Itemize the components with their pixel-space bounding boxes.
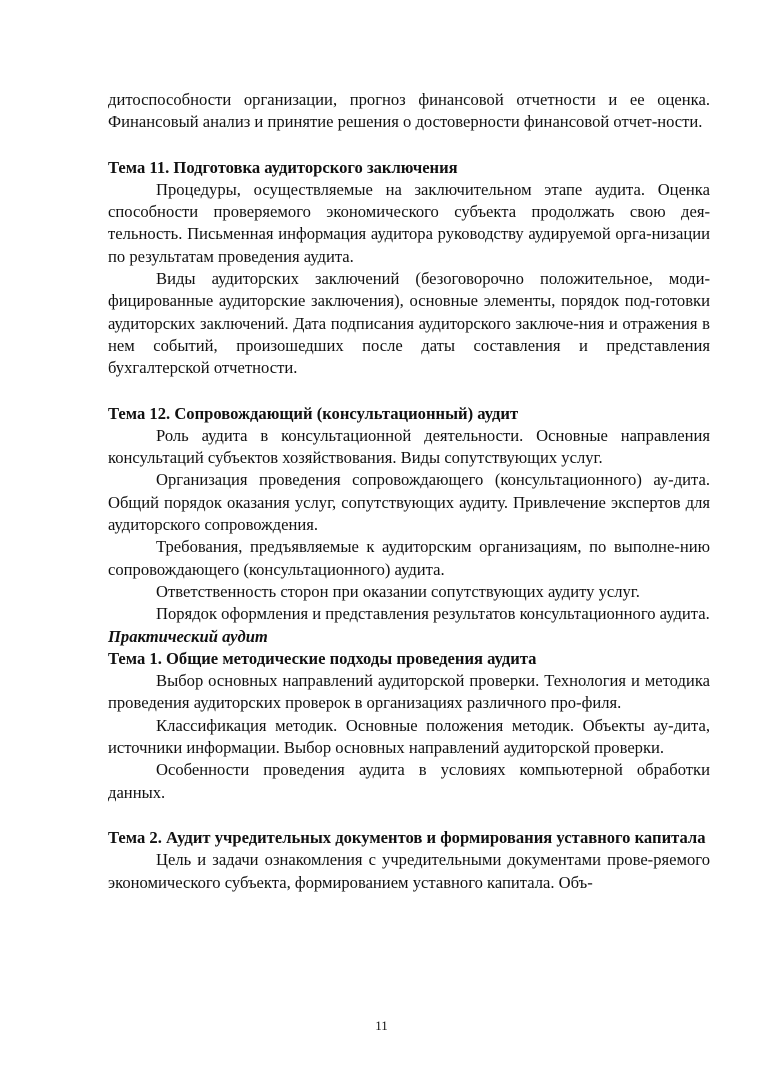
topic-12-paragraph: Ответственность сторон при оказании сопутствующих аудиту услуг. xyxy=(156,581,640,601)
topic-11-paragraph: Виды аудиторских заключений (безоговорочно положительное, моди-фицированные аудиторские заключения), основные элементы, порядок под-готовки аудиторских заключений. Дата подписания аудиторского заключе-ния и отражения в нем событий, произошедших после даты составления и представления бухгалтерской отчетности. xyxy=(108,269,710,378)
practical-topic-2-paragraph: Цель и задачи ознакомления с учредительными документами прове-ряемого экономического субъекта, формированием уставного капитала. Объ- xyxy=(108,850,710,892)
practical-topic-1-paragraph: Особенности проведения аудита в условиях компьютерной обработки данных. xyxy=(108,760,710,802)
practical-topic-2-title: Тема 2. Аудит учредительных документов и формирования уставного капитала xyxy=(108,827,706,847)
topic-12-paragraph: Роль аудита в консультационной деятельности. Основные направления консультаций субъектов хозяйствования. Виды сопутствующих услуг. xyxy=(108,425,710,468)
document-page xyxy=(108,89,710,894)
practical-topic-1-paragraph: Классификация методик. Основные положения методик. Объекты ау-дита, источники информации. Выбор основных направлений аудиторской проверки. xyxy=(108,715,710,758)
topic-12-paragraph: Организация проведения сопровождающего (консультационного) ау-дита. Общий порядок оказания услуг, сопутствующих аудиту. Привлечение экспертов для аудиторского сопровождения. xyxy=(108,470,710,535)
topic-12-paragraph: Порядок оформления и представления результатов консультационного аудита. xyxy=(156,604,710,624)
topic-12-title: Тема 12. Сопровождающий (консультационный) аудит xyxy=(108,403,519,423)
practical-topic-1-title: Тема 1. Общие методические подходы проведения аудита xyxy=(108,648,537,668)
topic-11-title: Тема 11. Подготовка аудиторского заключения xyxy=(108,157,458,177)
intro-paragraph: дитоспособности организации, прогноз финансовой отчетности и ее оценка. Финансовый анализ и принятие решения о достоверности финансовой отчет-ности. xyxy=(108,90,710,132)
topic-11-paragraph: Процедуры, осуществляемые на заключительном этапе аудита. Оценка способности проверяемого экономического субъекта продолжать свою дея-тельность. Письменная информация аудитора руководству аудируемой орга-низации по результатам проведения аудита. xyxy=(108,179,710,266)
topic-12-paragraph: Требования, предъявляемые к аудиторским организациям, по выполне-нию сопровождающего (консультационного) аудита. xyxy=(108,537,710,579)
page-number: 11 xyxy=(375,1018,388,1033)
practical-audit-section-title: Практический аудит xyxy=(108,626,268,646)
practical-topic-1-paragraph: Выбор основных направлений аудиторской проверки. Технология и методика проведения аудиторских проверок в организациях различного про-филя. xyxy=(108,671,710,713)
